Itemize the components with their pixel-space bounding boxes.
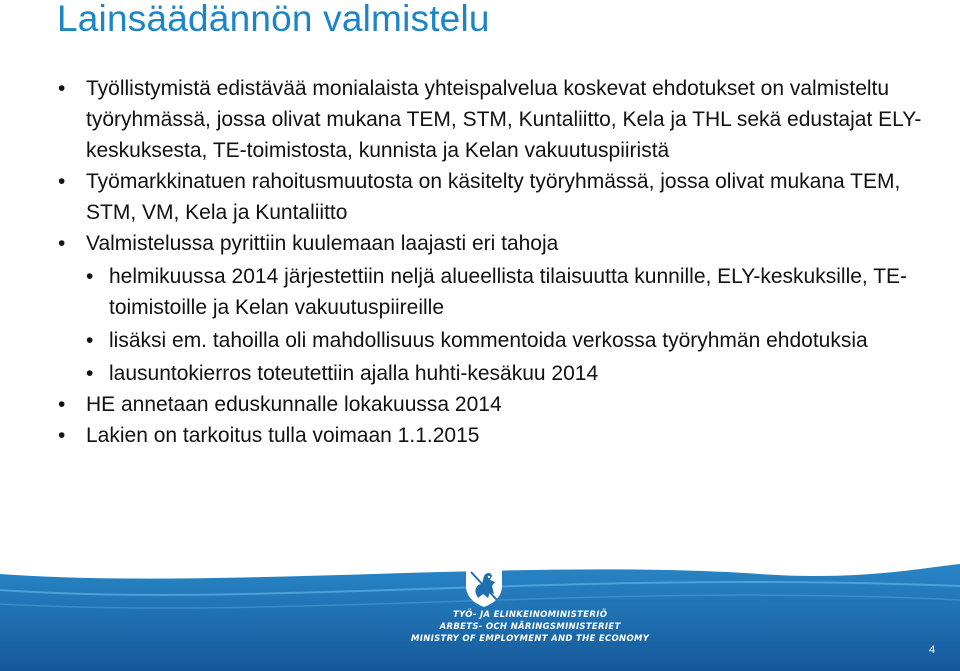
- ministry-line-fi: TYÖ- JA ELINKEINOMINISTERIÖ: [452, 610, 608, 620]
- bullet-item: [58, 420, 938, 451]
- ministry-line-en: MINISTRY OF EMPLOYMENT AND THE ECONOMY: [411, 634, 650, 644]
- bullet-item: [58, 166, 938, 228]
- ministry-line-sv: ARBETS- OCH NÄRINGSMINISTERIET: [439, 622, 621, 632]
- page-number: 4: [929, 644, 936, 656]
- bullet-text: Työmarkkinatuen rahoitusmuutosta on käsitelty työryhmässä, jossa olivat mukana TEM, STM, VM, Kela ja Kuntaliitto: [86, 170, 901, 224]
- sub-bullet-text: lausuntokierros toteutettiin ajalla huhti-kesäkuu 2014: [109, 362, 599, 385]
- ministry-name: [411, 609, 649, 645]
- bullet-item: [58, 389, 938, 420]
- bullet-text: Lakien on tarkoitus tulla voimaan 1.1.2015: [86, 424, 480, 447]
- sub-bullet-list: [86, 261, 938, 389]
- sub-bullet-item: [86, 261, 938, 323]
- bullet-item: [58, 228, 938, 389]
- slide-title: Lainsäädännön valmistelu: [57, 0, 490, 39]
- finnish-lion-crest-icon: [462, 560, 506, 608]
- bullet-item: [58, 73, 938, 166]
- bullet-text: Valmistelussa pyrittiin kuulemaan laajasti eri tahoja: [86, 232, 559, 255]
- bullet-text: Työllistymistä edistävää monialaista yhteispalvelua koskevat ehdotukset on valmisteltu työryhmässä, jossa olivat mukana TEM, STM, Kuntaliitto, Kela ja THL sekä edustajat ELY-keskuksesta, TE-toimistosta, kunnista ja Kelan vakuutuspiiristä: [86, 77, 922, 162]
- sub-bullet-item: [86, 325, 938, 356]
- sub-bullet-text: helmikuussa 2014 järjestettiin neljä alueellista tilaisuutta kunnille, ELY-keskuksille, TE-toimistoille ja Kelan vakuutuspiireille: [109, 265, 908, 319]
- bullet-list: [58, 73, 938, 451]
- sub-bullet-item: [86, 358, 938, 389]
- sub-bullet-text: lisäksi em. tahoilla oli mahdollisuus kommentoida verkossa työryhmän ehdotuksia: [109, 329, 868, 352]
- bullet-text: HE annetaan eduskunnalle lokakuussa 2014: [86, 393, 502, 416]
